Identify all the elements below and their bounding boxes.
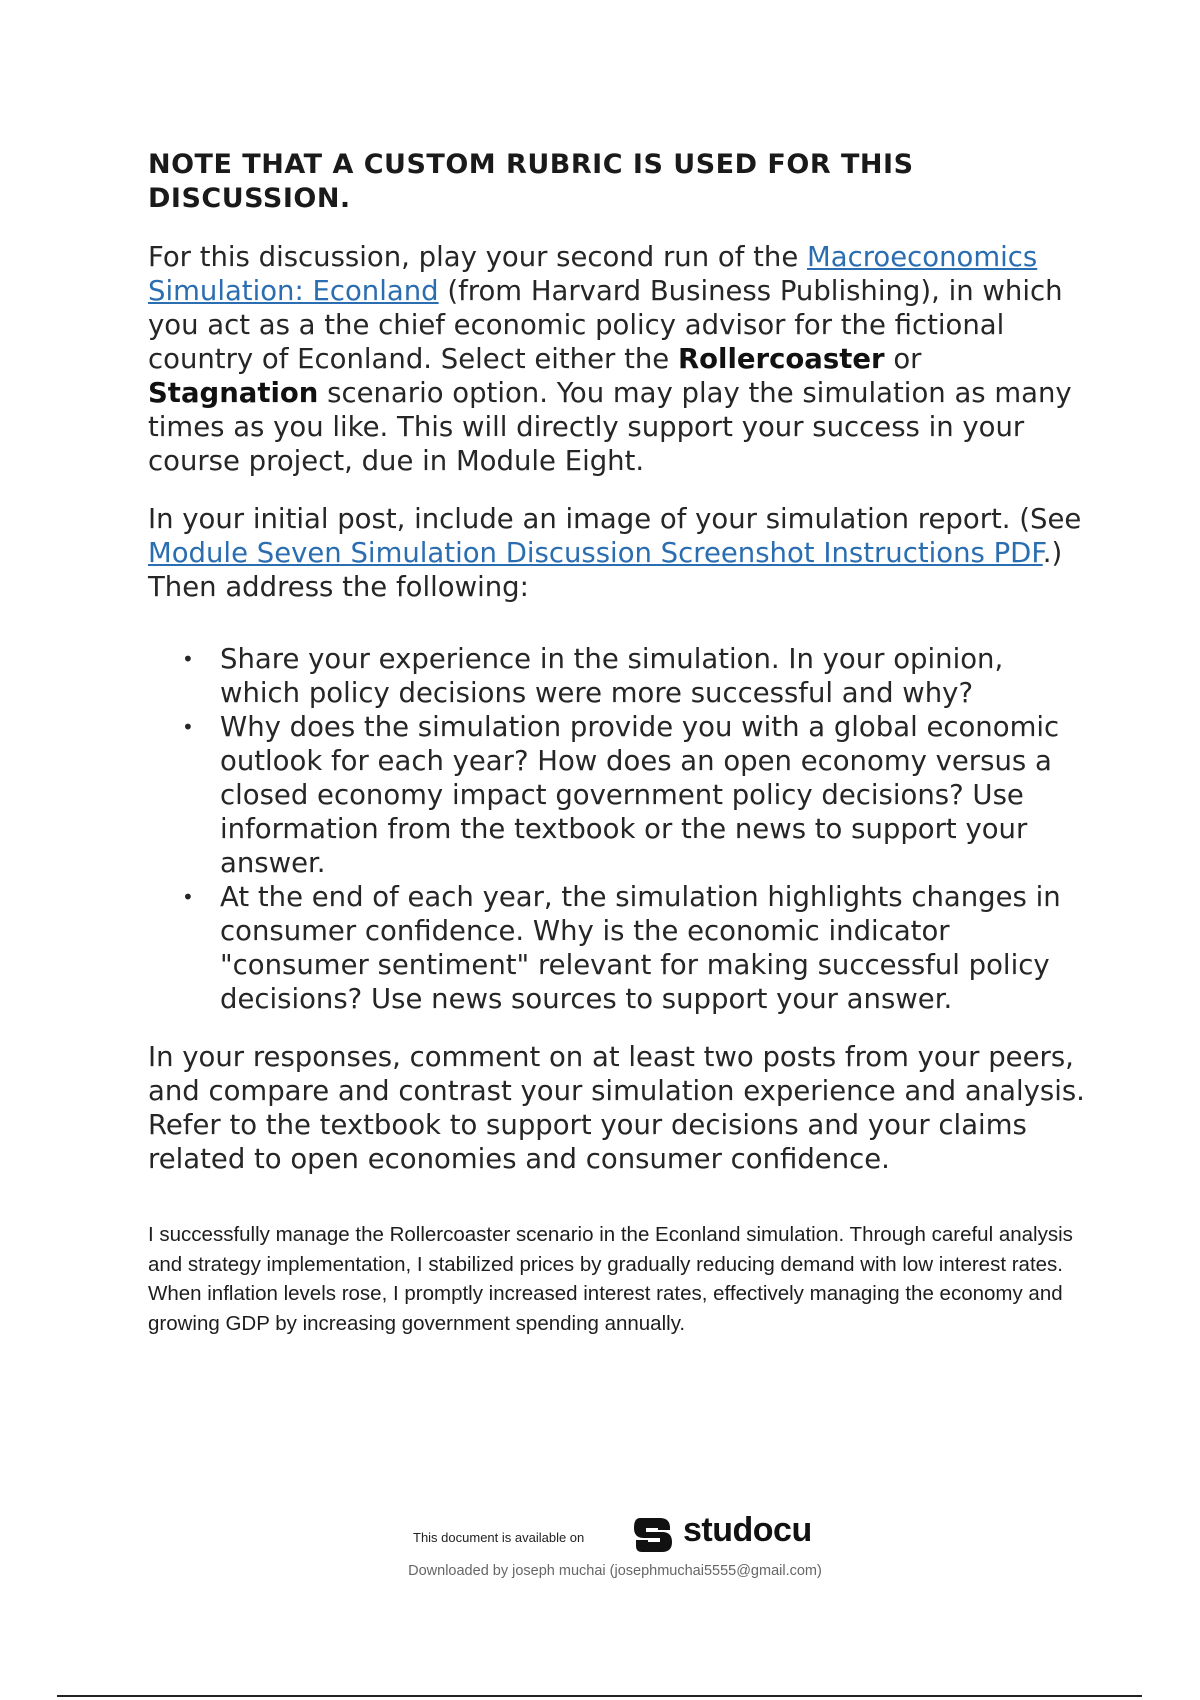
bullet-icon: • [182, 715, 194, 739]
intro-text-3: or [884, 343, 922, 375]
question-text: Why does the simulation provide you with a global economic outlook for each year? How does an open economy versus a closed economy impact government policy decisions? Use information from the textbook or the news to support your answer. [220, 711, 1060, 879]
stagnation-option: Stagnation [148, 377, 319, 409]
question-text: At the end of each year, the simulation highlights changes in consumer confidence. Why is the economic indicator "consumer sentiment" relevant for making successful policy decisions? Use news sources to support your answer. [220, 881, 1061, 1015]
list-item [182, 710, 1088, 880]
econland-simulation-link[interactable]: Macroeconomics Simulation: Econland [148, 241, 1038, 307]
list-item [182, 880, 1088, 1016]
intro-text-4: scenario option. You may play the simulation as many times as you like. This will directly support your success in your course project, due in Module Eight. [148, 377, 1072, 477]
bottom-divider [57, 1695, 1142, 1697]
initial-post-text-1: In your initial post, include an image of your simulation report. (See [148, 503, 1082, 535]
question-text: Share your experience in the simulation. In your opinion, which policy decisions were more successful and why? [220, 643, 1004, 709]
studocu-brand[interactable]: studocu [683, 1511, 812, 1549]
answer-paragraph: I successfully manage the Rollercoaster scenario in the Econland simulation. Through careful analysis and strategy implementation, I stabilized prices by gradually reducing demand with low interest rates. When inflation levels rose, I promptly increased interest rates, effectively managing the economy and growing GDP by increasing government spending annually. [148, 1223, 1073, 1335]
initial-post-text-2: .) Then address the following: [148, 537, 1063, 603]
studocu-footer [0, 1505, 1200, 1585]
intro-paragraph [148, 240, 1088, 478]
bullet-icon: • [182, 647, 194, 671]
intro-text-2: (from Harvard Business Publishing), in which you act as a the chief economic policy advisor for the fictional country of Econland. Select either the [148, 275, 1063, 375]
initial-post-paragraph [148, 502, 1088, 604]
responses-paragraph: In your responses, comment on at least two posts from your peers, and compare and contrast your simulation experience and analysis. Refer to the textbook to support your decisions and your claims related to open economies and consumer confidence. [148, 1041, 1085, 1175]
list-item [182, 642, 1088, 710]
bullet-icon: • [182, 885, 194, 909]
page-heading: NOTE THAT A CUSTOM RUBRIC IS USED FOR THIS DISCUSSION. [148, 149, 914, 214]
document-page [148, 148, 1088, 1338]
question-list [148, 628, 1088, 1016]
downloaded-by-text: Downloaded by joseph muchai (josephmuchai5555@gmail.com) [408, 1563, 822, 1579]
rollercoaster-option: Rollercoaster [677, 343, 885, 375]
intro-text-1: For this discussion, play your second run of the [148, 241, 808, 273]
available-on-text: This document is available on [413, 1530, 585, 1545]
studocu-logo-icon [630, 1510, 678, 1558]
screenshot-instructions-link[interactable]: Module Seven Simulation Discussion Screenshot Instructions PDF [148, 537, 1043, 569]
